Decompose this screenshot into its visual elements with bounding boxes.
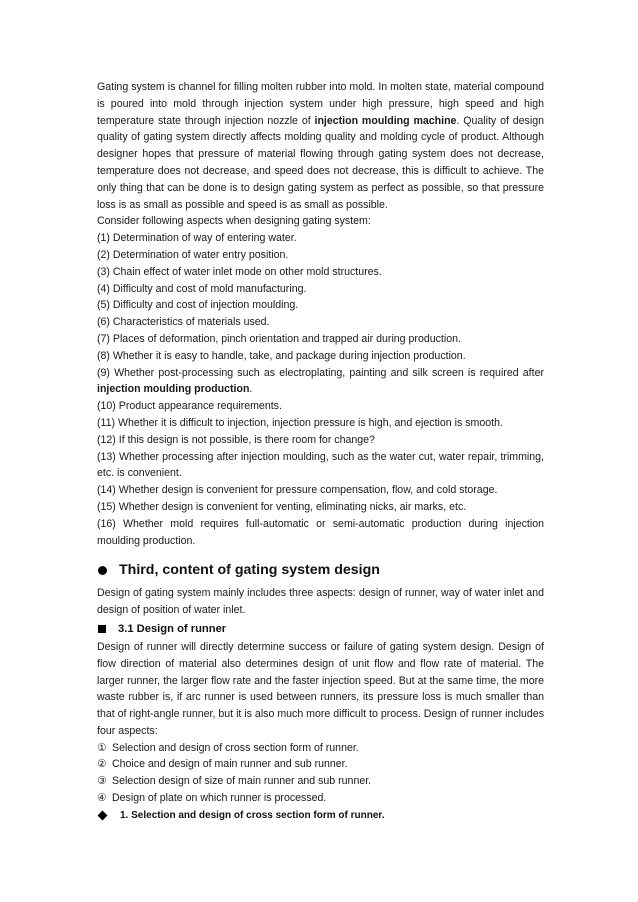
list-text: Choice and design of main runner and sub runner.	[112, 758, 348, 771]
list-item: (12) If this design is not possible, is there room for change?	[97, 433, 375, 446]
subsubsection-heading-text: 1. Selection and design of cross section form of runner.	[120, 810, 385, 822]
list-item: (4) Difficulty and cost of mold manufacturing.	[97, 282, 307, 295]
list-number: ①	[97, 741, 107, 754]
list-item: (5) Difficulty and cost of injection moulding.	[97, 299, 299, 312]
list-number: ③	[97, 775, 107, 788]
intro-bold-term: injection moulding machine	[314, 114, 457, 127]
list-text: Design of plate on which runner is processed.	[112, 792, 327, 805]
list-number: ④	[97, 792, 107, 805]
section3-body: Design of gating system mainly includes three aspects: design of runner, way of water inlet and design of position of water inlet.	[97, 587, 544, 617]
subsubsection-heading-cross-section	[97, 807, 544, 825]
filled-square-icon	[98, 625, 106, 633]
list-number: ②	[97, 758, 107, 771]
section-heading-third	[97, 557, 544, 583]
list-item: (8) Whether it is easy to handle, take, and package during injection production.	[97, 349, 466, 362]
list-item: (2) Determination of water entry position.	[97, 248, 289, 261]
subsection-heading-text: 3.1 Design of runner	[118, 622, 227, 635]
list-item	[97, 740, 544, 757]
aspect9-text-a: (9) Whether post-processing such as electroplating, painting and silk screen is required after	[97, 366, 544, 379]
aspects-list	[97, 230, 544, 549]
list-item	[97, 365, 544, 399]
intro-text-a: Gating system is channel for filling molten rubber into mold. In molten state, material compound is poured into mold through injection system under high pressure, high speed and high temperature state through injection nozzle of	[97, 81, 544, 127]
list-text: Selection and design of cross section form of runner.	[112, 741, 359, 754]
list-item: (10) Product appearance requirements.	[97, 400, 282, 413]
filled-circle-icon	[98, 566, 107, 575]
list-item: (7) Places of deformation, pinch orientation and trapped air during production.	[97, 332, 461, 345]
filled-diamond-icon	[98, 811, 108, 821]
list-item	[97, 756, 544, 773]
document-body	[97, 79, 544, 825]
list-item: (15) Whether design is convenient for venting, eliminating nicks, air marks, etc.	[97, 500, 467, 513]
list-item	[97, 790, 544, 807]
list-item: (16) Whether mold requires full-automatic or semi-automatic production during injection moulding production.	[97, 517, 544, 547]
intro-paragraph	[97, 79, 544, 213]
section-heading-text: Third, content of gating system design	[119, 562, 380, 579]
runner-aspects-list	[97, 740, 544, 807]
list-text: Selection design of size of main runner and sub runner.	[112, 775, 372, 788]
aspect9-bold-term: injection moulding production	[97, 383, 250, 396]
list-item: (1) Determination of way of entering water.	[97, 232, 297, 245]
list-item: (13) Whether processing after injection moulding, such as the water cut, water repair, trimming, etc. is convenient.	[97, 450, 544, 480]
list-item: (11) Whether it is difficult to injection, injection pressure is high, and ejection is smooth.	[97, 416, 503, 429]
subsection-heading-runner	[97, 619, 544, 639]
aspects-intro: Consider following aspects when designing gating system:	[97, 215, 371, 228]
list-item: (14) Whether design is convenient for pressure compensation, flow, and cold storage.	[97, 484, 498, 497]
intro-text-b: . Quality of design quality of gating system directly affects molding quality and molding cycle of product. Although designer hopes that pressure of material flowing through gating system does not decrease, temperature does not decrease, and speed does not decrease, this is difficult to achieve. The only thing that can be done is to design gating system as perfect as possible, so that pressure loss is as small as possible and speed is as small as possible.	[97, 114, 544, 211]
list-item	[97, 773, 544, 790]
section31-body: Design of runner will directly determine success or failure of gating system design. Design of flow direction of material also determines design of unit flow and flow rate of material. The larger runner, the larger flow rate and the faster injection speed. But at the same time, the more waste rubber is, if arc runner is used between runners, its pressure loss is much smaller than that of right-angle runner, but it is also much more difficult to process. Design of runner includes four aspects:	[97, 640, 544, 737]
list-item: (6) Characteristics of materials used.	[97, 316, 270, 329]
list-item: (3) Chain effect of water inlet mode on other mold structures.	[97, 265, 382, 278]
aspect9-text-b: .	[249, 383, 253, 396]
